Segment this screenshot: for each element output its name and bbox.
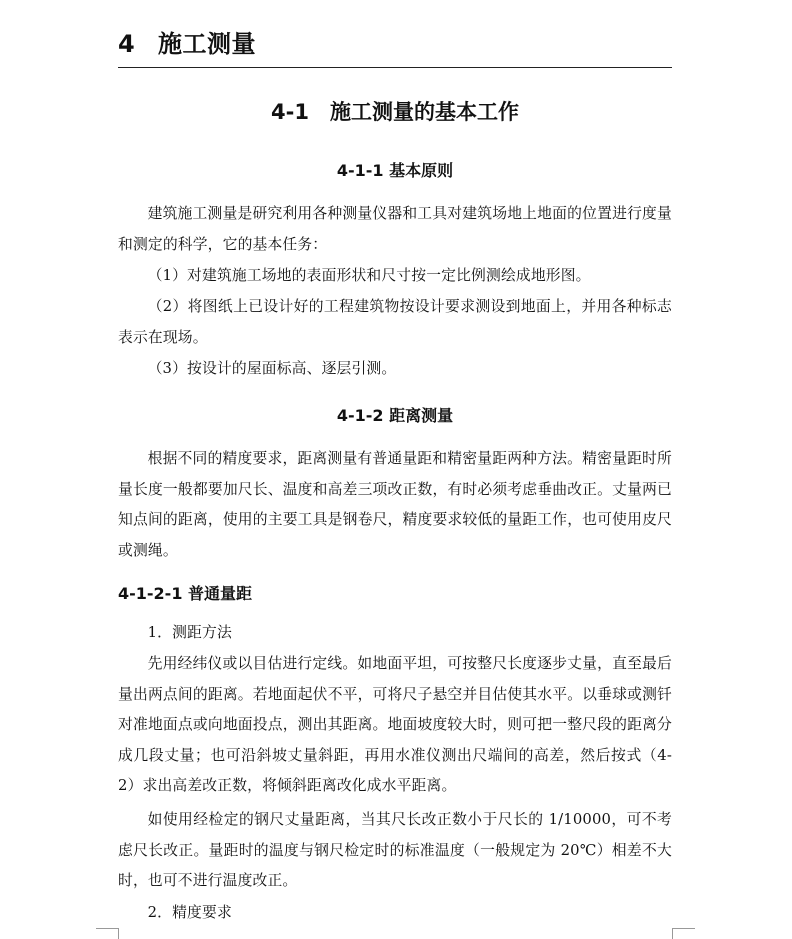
chapter-title: 施工测量	[158, 30, 256, 58]
task-list-item-2: （2）将图纸上已设计好的工程建筑物按设计要求测设到地面上，并用各种标志表示在现场。	[118, 298, 672, 346]
section-title: 4-1 施工测量的基本工作	[271, 100, 519, 124]
subsection-title-basic-principles: 4-1-1 基本原则	[336, 161, 454, 180]
task-list-item-1: （1）对建筑施工场地的表面形状和尺寸按一定比例测绘成地形图。	[147, 267, 591, 284]
step-heading-measuring-method: 1．测距方法	[147, 624, 232, 641]
page-crop-mark-left	[96, 928, 119, 939]
subsubsection-title-ordinary-taping: 4-1-2-1 普通量距	[118, 584, 253, 603]
chapter-heading	[118, 24, 672, 68]
subsection-title-distance-measurement: 4-1-2 距离测量	[336, 406, 454, 425]
distance-measurement-paragraph: 根据不同的精度要求，距离测量有普通量距和精密量距两种方法。精密量距时所量长度一般都要加尺长、温度和高差三项改正数，有时必须考虑垂曲改正。丈量两已知点间的距离，使用的主要工具是钢卷尺，精度要求较低的量距工作，也可使用皮尺或测绳。	[118, 450, 672, 559]
chapter-number: 4	[118, 30, 136, 58]
task-list-item-3: （3）按设计的屋面标高、逐层引测。	[147, 360, 397, 377]
basic-principles-paragraph: 建筑施工测量是研究利用各种测量仪器和工具对建筑场地上地面的位置进行度量和测定的科学，它的基本任务：	[118, 205, 672, 253]
correction-paragraph: 如使用经检定的钢尺丈量距离，当其尺长改正数小于尺长的 1/10000，可不考虑尺长改正。量距时的温度与钢尺检定时的标准温度（一般规定为 20℃）相差不大时，也可不进行温度改正。	[118, 811, 672, 889]
step-heading-accuracy-requirements: 2．精度要求	[147, 904, 232, 921]
measuring-method-paragraph: 先用经纬仪或以目估进行定线。如地面平坦，可按整尺长度逐步丈量，直至最后量出两点间的距离。若地面起伏不平，可将尺子悬空并目估使其水平。以垂球或测钎对准地面点或向地面投点，测出其距离。地面坡度较大时，则可把一整尺段的距离分成几段丈量；也可沿斜坡丈量斜距，再用水准仪测出尺端间的高差，然后按式（4-2）求出高差改正数，将倾斜距离改化成水平距离。	[118, 655, 672, 794]
page-crop-mark-right	[672, 928, 695, 939]
